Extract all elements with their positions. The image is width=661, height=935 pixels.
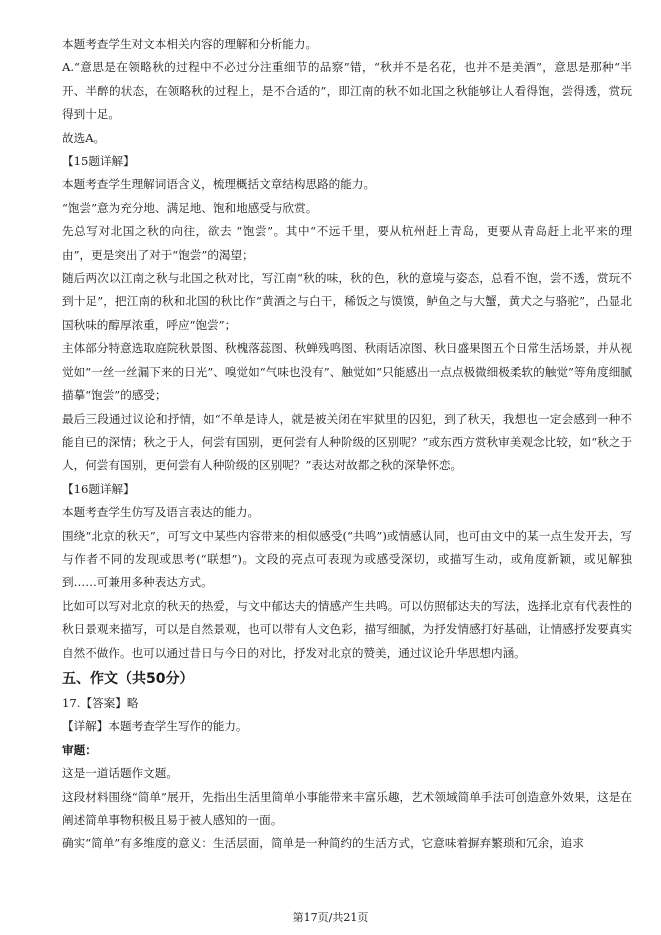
paragraph: 故选A。: [62, 130, 106, 145]
document-body: [62, 33, 632, 856]
paragraph: A.“意思是在领略秋的过程中不必过分注重细节的品察”错，“秋并不是名花，也并不是美酒”，意思是那种“半开、半醉的状态，在领略秋的过程上，是不合适的”，即江南的秋不如北国之秋能够让人看得饱，尝得透，赏玩得到十足。: [62, 60, 632, 122]
paragraph: 主体部分特意选取庭院秋景图、秋槐落蕊图、秋蝉残鸣图、秋雨话凉图、秋日盛果图五个日常生活场景，并从视觉如“一丝一丝漏下来的日光”、嗅觉如“气味也没有”、触觉如“只能感出一点点极微细极柔软的触觉”等角度细腻描摹“饱尝”的感受；: [62, 341, 632, 403]
answer-line: 17.【答案】略: [62, 695, 139, 710]
sub-question-title: 【15题详解】: [62, 154, 135, 169]
paragraph: 比如可以写对北京的秋天的热爱，与文中郁达夫的情感产生共鸣。可以仿照郁达夫的写法，选择北京有代表性的秋日景观来描写，可以是自然景观，也可以带有人文色彩，描写细腻，为抒发情感打好基础，让情感抒发要真实自然不做作。也可以通过昔日与今日的对比，抒发对北京的赞美，通过议论升华思想内涵。: [62, 598, 632, 660]
sub-question-title: 【16题详解】: [62, 481, 135, 496]
paragraph: 围绕“北京的秋天”，可写文中某些内容带来的相似感受(“共鸣”)或情感认同，也可由文中的某一点生发开去，写与作者不同的发现或思考(“联想”)。文段的亮点可表现为或感受深切，或描写生动，或角度新颖，或见解独到……可兼用多种表达方式。: [62, 528, 632, 590]
paragraph: 这是一道话题作文题。: [62, 766, 178, 781]
paragraph: 随后两次以江南之秋与北国之秋对比，写江南“秋的味，秋的色，秋的意境与姿态，总看不饱，尝不透，赏玩不到十足”，把江南的秋和北国的秋比作“黄酒之与白干，稀饭之与馍馍，鲈鱼之与大蟹，黄犬之与骆驼”，凸显北国秋味的醇厚浓重，呼应“饱尝”；: [62, 271, 632, 332]
paragraph: “饱尝”意为充分地、满足地、饱和地感受与欣赏。: [62, 200, 318, 215]
paragraph: 本题考查学生对文本相关内容的理解和分析能力。: [62, 37, 318, 51]
paragraph: 先总写对北国之秋的向往，欲去 “饱尝”。其中“不远千里，要从杭州赶上青岛，更要从青岛赶上北平来的理由”，更是突出了对于“饱尝”的渴望；: [62, 224, 632, 262]
paragraph: 【详解】本题考查学生写作的能力。: [62, 719, 248, 734]
paragraph: 最后三段通过议论和抒情，如“不单是诗人，就是被关闭在牢狱里的囚犯，到了秋天，我想也一定会感到一种不能自已的深情；秋之于人，何尝有国别，更何尝有人种阶级的区别呢？”或东西方赏秋审美观念比较，如“秋之于人，何尝有国别，更何尝有人种阶级的区别呢？”表达对故都之秋的深挚怀恋。: [62, 411, 632, 473]
section-heading: 五、作文（共50分）: [62, 670, 194, 687]
bold-label: 审题：: [62, 742, 97, 757]
paragraph: 本题考查学生理解词语含义，梳理概括文章结构思路的能力。: [62, 177, 376, 192]
paragraph: 确实“简单”有多维度的意义：生活层面，简单是一种简约的生活方式，它意味着摒弃繁琐和冗余，追求: [62, 836, 584, 851]
paragraph: 这段材料围绕“简单”展开，先指出生活里简单小事能带来丰富乐趣，艺术领域简单手法可创造意外效果，这是在阐述简单事物积极且易于被人感知的一面。: [62, 789, 632, 827]
paragraph: 本题考查学生仿写及语言表达的能力。: [62, 505, 260, 520]
page-number: 第17页/共21页: [292, 911, 369, 924]
